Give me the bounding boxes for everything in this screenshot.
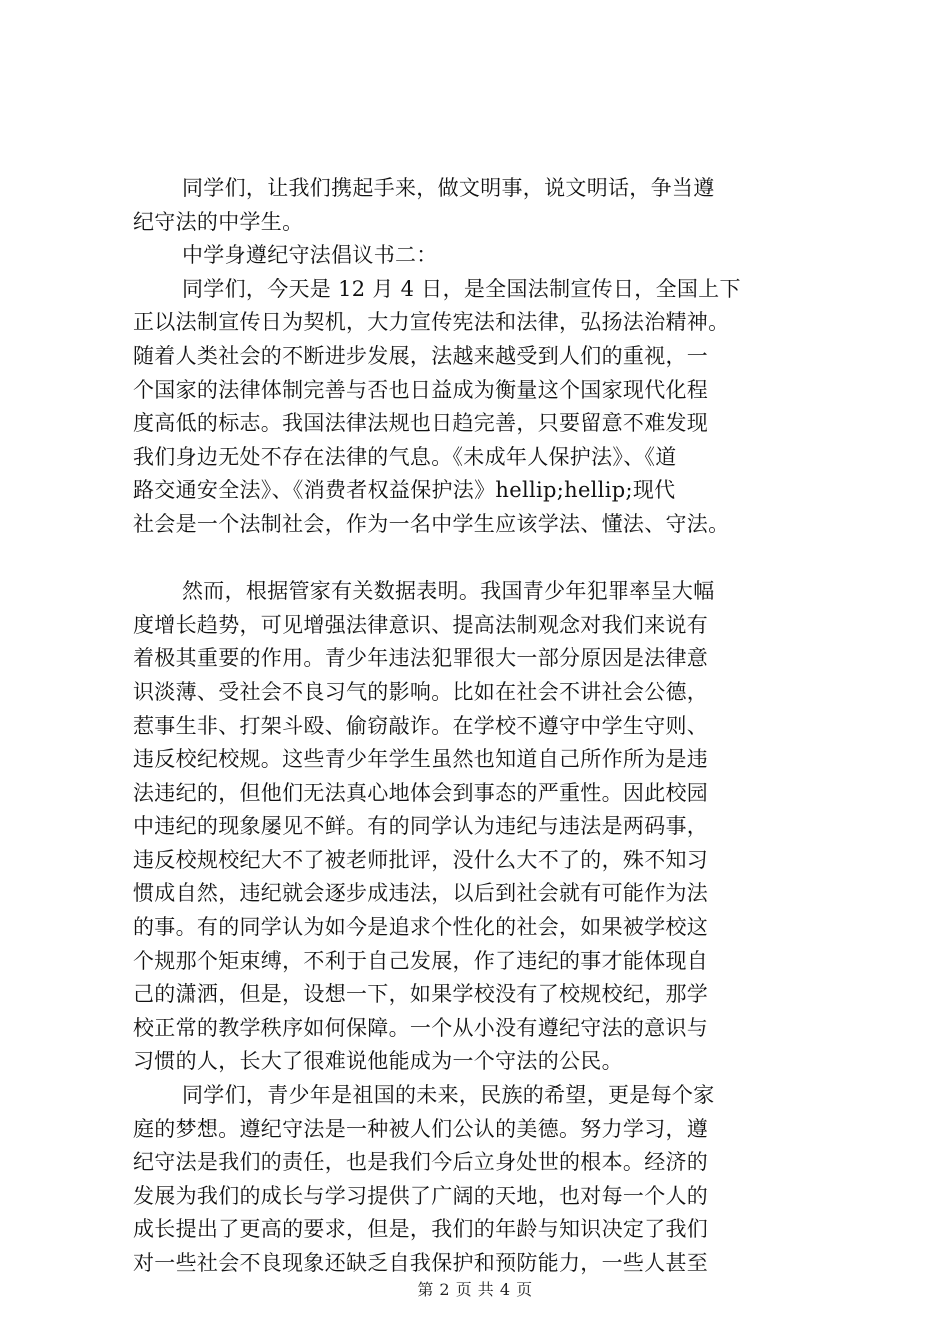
text-line: 正以法制宣传日为契机，大力宣传宪法和法律，弘扬法治精神。 [133, 310, 730, 335]
text-line: 然而，根据管家有关数据表明。我国青少年犯罪率呈大幅 [182, 579, 715, 604]
text-line: 同学们，今天是 12 月 4 日，是全国法制宣传日，全国上下 [182, 276, 741, 301]
text-line: 校正常的教学秩序如何保障。一个从小没有遵纪守法的意识与 [133, 1015, 709, 1040]
text-line: 违反校规校纪大不了被老师批评，没什么大不了的，殊不知习 [133, 847, 709, 872]
text-line: 惹事生非、打架斗殴、偷窃敲诈。在学校不遵守中学生守则、 [133, 713, 709, 738]
text-line: 路交通安全法》、《消费者权益保护法》hellip;hellip;现代 [133, 478, 676, 503]
text-line: 个规那个矩束缚，不利于自己发展，作了违纪的事才能体现自 [133, 948, 709, 973]
text-line: 我们身边无处不存在法律的气息。《未成年人保护法》、《道 [133, 444, 677, 469]
page-footer [0, 1277, 950, 1300]
text-line: 惯成自然，违纪就会逐步成违法，以后到社会就有可能作为法 [133, 881, 709, 906]
text-line: 随着人类社会的不断进步发展，法越来越受到人们的重视，一 [133, 343, 709, 368]
section-heading: 中学身遵纪守法倡议书二： [182, 243, 438, 268]
text-line: 习惯的人，长大了很难说他能成为一个守法的公民。 [133, 1049, 623, 1074]
document-body [133, 172, 833, 1281]
text-line: 纪守法的中学生。 [133, 209, 304, 234]
paragraph-gap [133, 542, 833, 576]
text-line: 度增长趋势，可见增强法律意识、提高法制观念对我们来说有 [133, 612, 709, 637]
text-line: 成长提出了更高的要求，但是，我们的年龄与知识决定了我们 [133, 1217, 709, 1242]
text-line: 同学们，让我们携起手来，做文明事，说文明话，争当遵 [182, 176, 715, 200]
page-number: 第 2 页 共 4 页 [417, 1280, 533, 1299]
text-line: 中违纪的现象屡见不鲜。有的同学认为违纪与违法是两码事， [133, 814, 709, 839]
text-line: 着极其重要的作用。青少年违法犯罪很大一部分原因是法律意 [133, 646, 709, 671]
text-line: 的事。有的同学认为如今是追求个性化的社会，如果被学校这 [133, 915, 709, 940]
text-line: 违反校纪校规。这些青少年学生虽然也知道自己所作所为是违 [133, 747, 709, 772]
text-line: 度高低的标志。我国法律法规也日趋完善，只要留意不难发现 [133, 411, 709, 436]
text-line: 对一些社会不良现象还缺乏自我保护和预防能力，一些人甚至 [133, 1251, 709, 1275]
text-line: 纪守法是我们的责任，也是我们今后立身处世的根本。经济的 [133, 1150, 709, 1175]
text-line: 识淡薄、受社会不良习气的影响。比如在社会不讲社会公德， [133, 679, 709, 704]
text-line: 己的潇洒，但是，设想一下，如果学校没有了校规校纪，那学 [133, 982, 709, 1007]
text-line: 庭的梦想。遵纪守法是一种被人们公认的美德。努力学习，遵 [133, 1116, 709, 1141]
text-line: 社会是一个法制社会，作为一名中学生应该学法、懂法、守法。 [133, 511, 730, 536]
text-line: 同学们，青少年是祖国的未来，民族的希望，更是每个家 [182, 1083, 715, 1108]
text-line: 法违纪的，但他们无法真心地体会到事态的严重性。因此校园 [133, 780, 709, 805]
text-line: 个国家的法律体制完善与否也日益成为衡量这个国家现代化程 [133, 377, 709, 402]
text-line: 发展为我们的成长与学习提供了广阔的天地，也对每一个人的 [133, 1183, 709, 1208]
